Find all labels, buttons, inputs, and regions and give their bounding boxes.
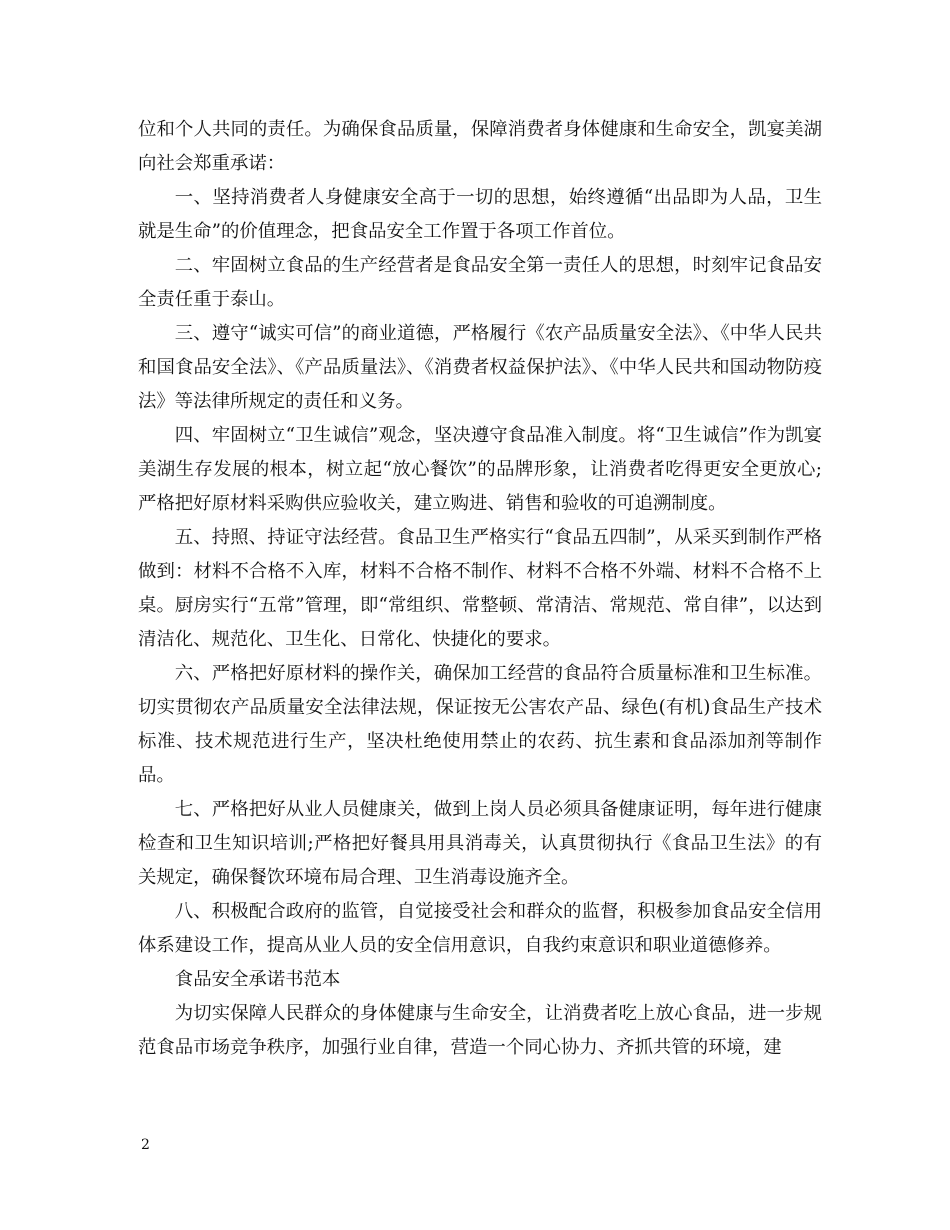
page-number: 2 [141, 1137, 150, 1153]
paragraph-commitment-2: 二、牢固树立食品的生产经营者是食品安全第一责任人的思想，时刻牢记食品安全责任重于泰山。 [138, 255, 822, 310]
paragraph-continuation: 位和个人共同的责任。为确保食品质量，保障消费者身体健康和生命安全，凯宴美湖向社会郑重承诺： [138, 119, 822, 174]
section-heading: 食品安全承诺书范本 [174, 969, 341, 990]
paragraph-commitment-5: 五、持照、持证守法经营。食品卫生严格实行“食品五四制”，从采买到制作严格做到：材料不合格不入库，材料不合格不制作、材料不合格不外端、材料不合格不上桌。厨房实行“五常”管理，即“常组织、常整顿、常清洁、常规范、常自律”，以达到清洁化、规范化、卫生化、日常化、快捷化的要求。 [138, 527, 822, 650]
paragraph-commitment-3: 三、遵守“诚实可信”的商业道德，严格履行《农产品质量安全法》、《中华人民共和国食品安全法》、《产品质量法》、《消费者权益保护法》、《中华人民共和国动物防疫法》等法律所规定的责任和义务。 [138, 323, 822, 412]
paragraph-intro: 为切实保障人民群众的身体健康与生命安全，让消费者吃上放心食品，进一步规范食品市场竞争秩序，加强行业自律，营造一个同心协力、齐抓共管的环境，建 [138, 1003, 822, 1058]
paragraph-commitment-8: 八、积极配合政府的监管，自觉接受社会和群众的监督，积极参加食品安全信用体系建设工作，提高从业人员的安全信用意识，自我约束意识和职业道德修养。 [138, 901, 822, 956]
paragraph-commitment-4: 四、牢固树立“卫生诚信”观念，坚决遵守食品准入制度。将“卫生诚信”作为凯宴美湖生存发展的根本，树立起“放心餐饮”的品牌形象，让消费者吃得更安全更放心;严格把好原材料采购供应验收关，建立购进、销售和验收的可追溯制度。 [138, 425, 822, 514]
paragraph-commitment-6: 六、严格把好原材料的操作关，确保加工经营的食品符合质量标准和卫生标准。切实贯彻农产品质量安全法律法规，保证按无公害农产品、绿色(有机)食品生产技术标准、技术规范进行生产，坚决杜绝使用禁止的农药、抗生素和食品添加剂等制作品。 [138, 663, 822, 786]
document-body [138, 113, 822, 1065]
paragraph-commitment-1: 一、坚持消费者人身健康安全高于一切的思想，始终遵循“出品即为人品，卫生就是生命”的价值理念，把食品安全工作置于各项工作首位。 [138, 187, 822, 242]
paragraph-commitment-7: 七、严格把好从业人员健康关，做到上岗人员必须具备健康证明，每年进行健康检查和卫生知识培训;严格把好餐具用具消毒关，认真贯彻执行《食品卫生法》的有关规定，确保餐饮环境布局合理、卫生消毒设施齐全。 [138, 799, 822, 888]
